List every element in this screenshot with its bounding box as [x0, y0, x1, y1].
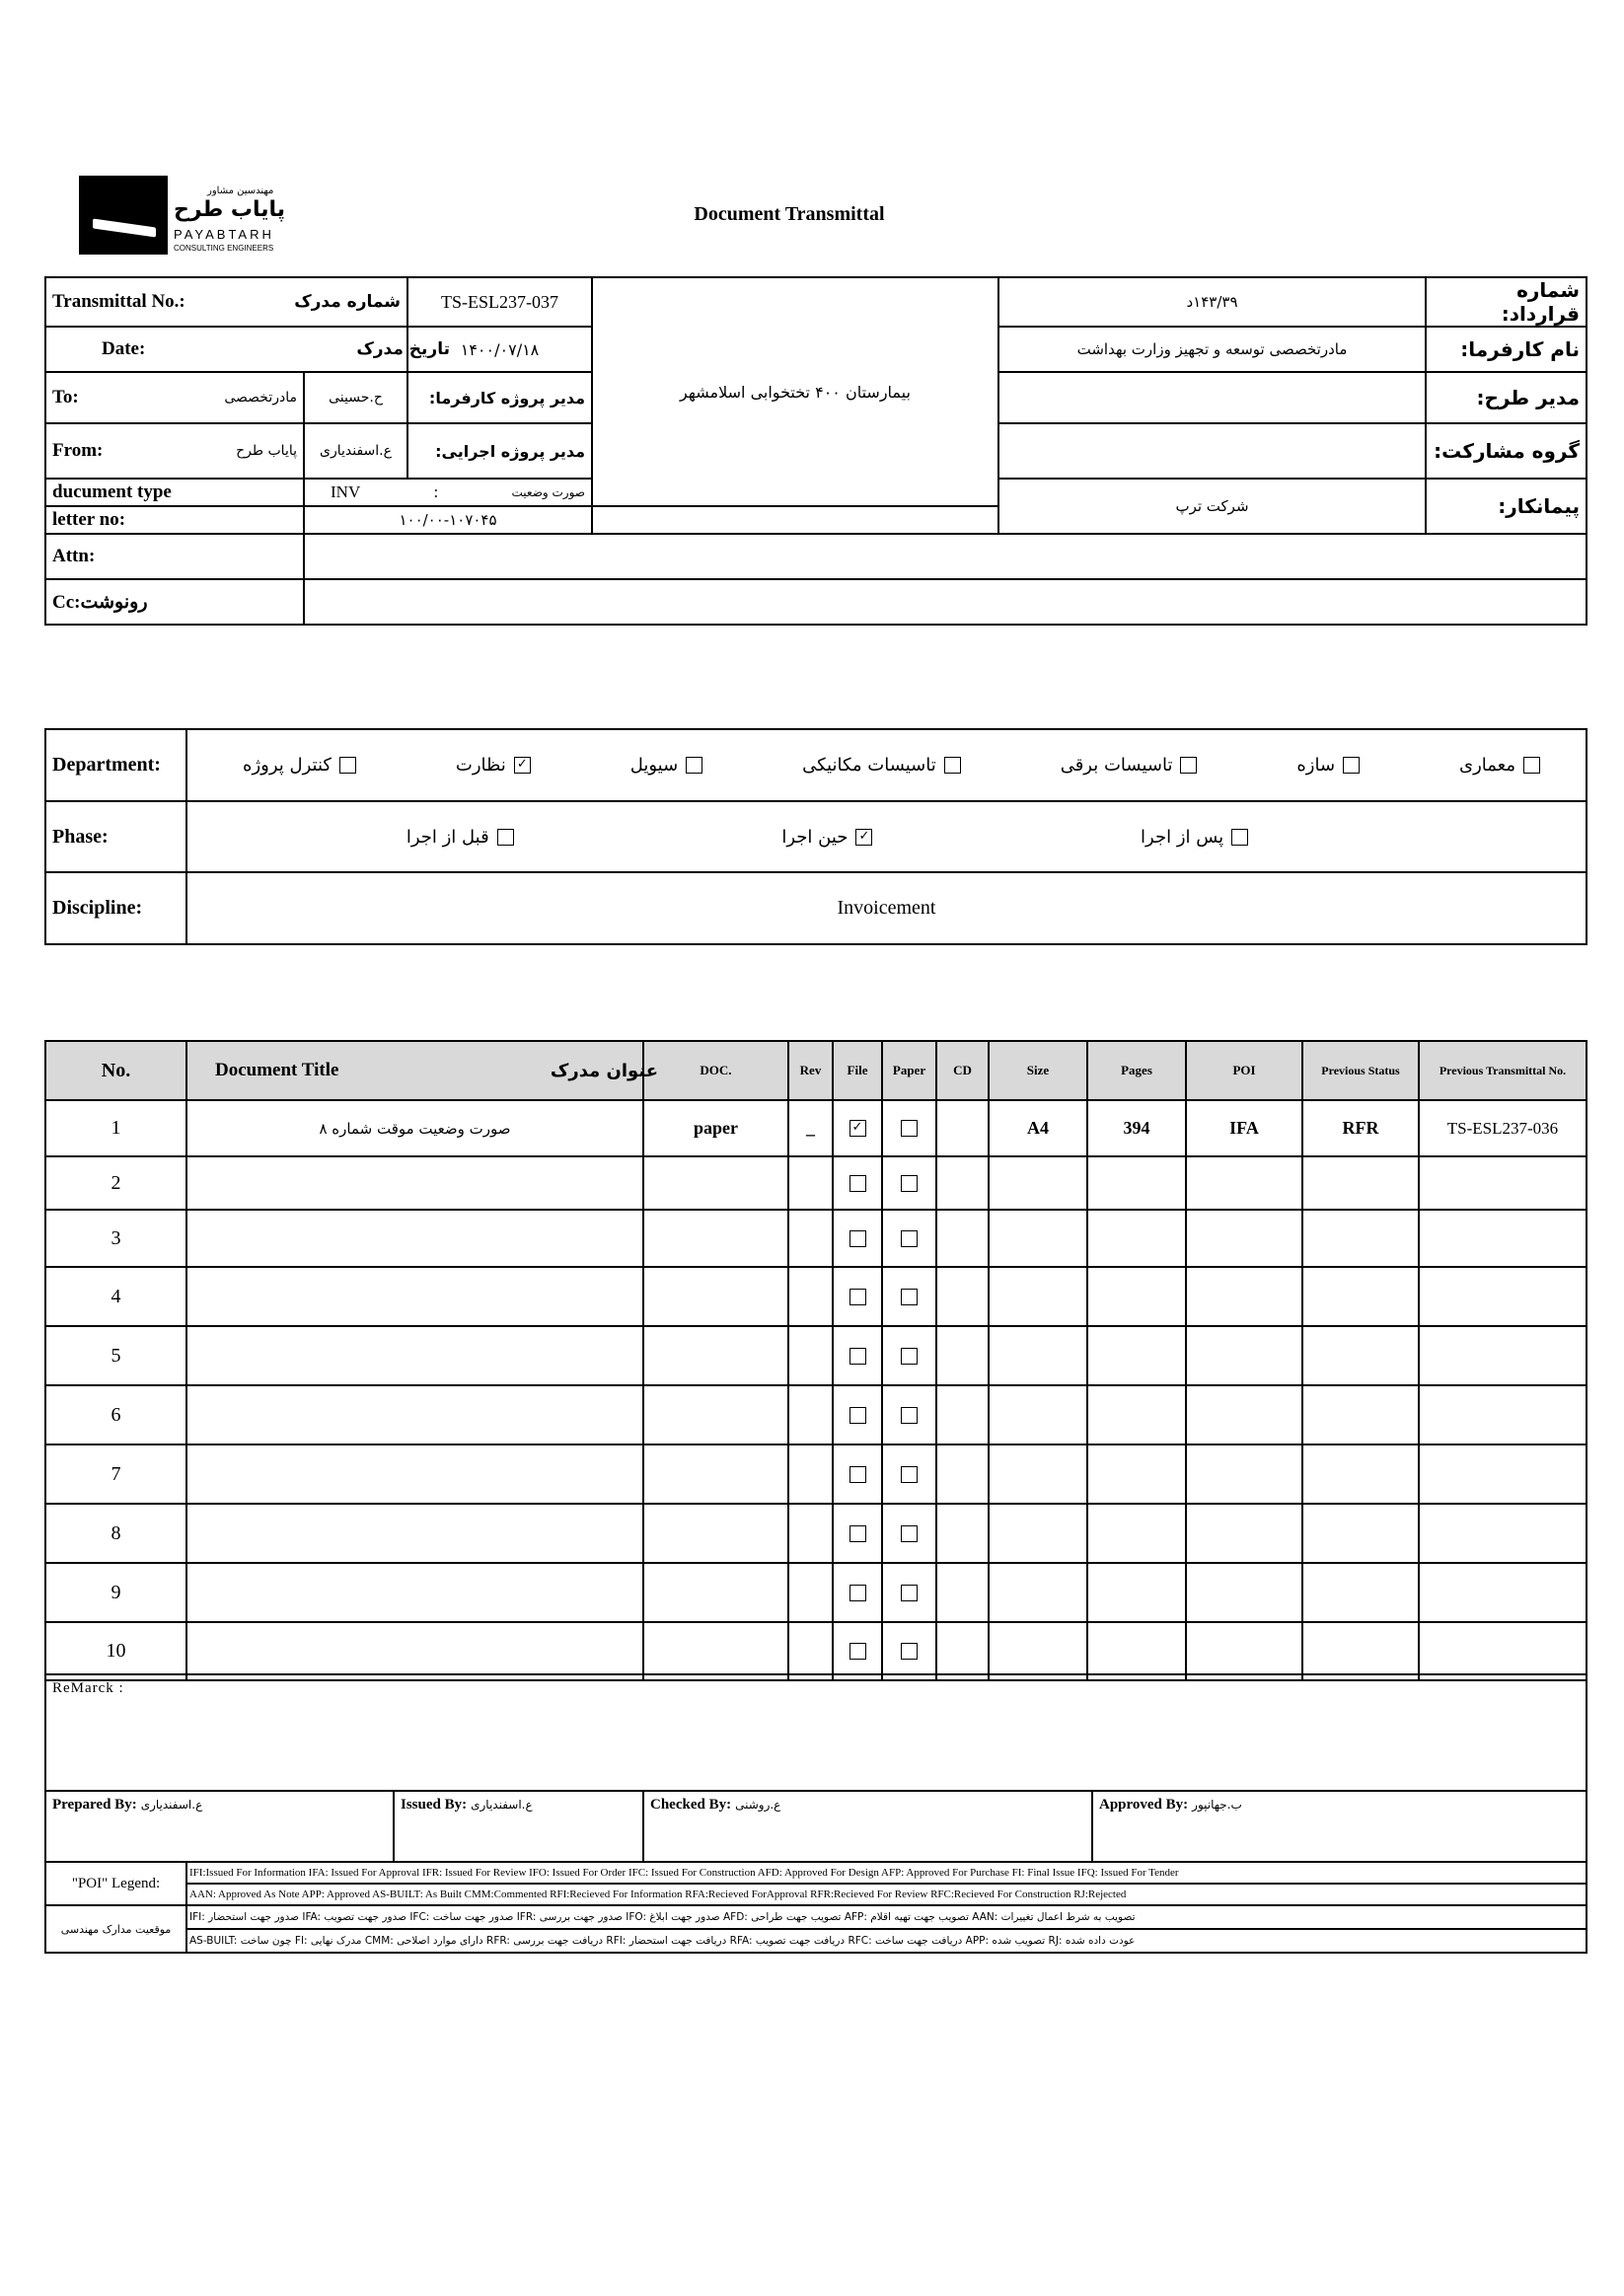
doctype-cell [304, 479, 592, 506]
row-number: 5 [45, 1326, 186, 1385]
checkbox-icon[interactable] [849, 1175, 866, 1192]
row-poi [1186, 1622, 1302, 1680]
department-label: Department: [45, 729, 186, 801]
row-doc: paper [643, 1100, 788, 1156]
logo-name-en: PAYABTARH [174, 227, 274, 242]
checkbox-icon[interactable] [1343, 757, 1360, 774]
row-doc [643, 1267, 788, 1326]
row-title [186, 1622, 643, 1680]
row-number: 9 [45, 1563, 186, 1622]
approved-value: ب.جهانپور [1192, 1798, 1242, 1812]
header-file: File [833, 1041, 882, 1100]
table-row [45, 1385, 1587, 1444]
row-cd [936, 1267, 989, 1326]
table-row [45, 1444, 1587, 1504]
phase-option-2[interactable] [781, 827, 872, 848]
partner-label: گروه مشارکت: [1426, 423, 1587, 479]
date-label-cell [45, 327, 450, 372]
checkbox-icon[interactable] [901, 1120, 918, 1137]
contractor-name: شرکت ترپ [998, 479, 1426, 534]
row-pages [1087, 1385, 1186, 1444]
checkbox-icon[interactable] [901, 1175, 918, 1192]
department-option-label: تاسیسات مکانیکی [802, 755, 936, 776]
transmittal-label-cell [45, 277, 407, 327]
row-rev [788, 1504, 833, 1563]
row-rev [788, 1326, 833, 1385]
date-value: ۱۴۰۰/۰۷/۱۸ [407, 327, 592, 372]
row-cd [936, 1326, 989, 1385]
legend-label-fa: موقعیت مدارک مهندسی [45, 1905, 186, 1953]
exec-pm-value: ع.اسفندیاری [304, 423, 407, 479]
from-cell [45, 423, 304, 479]
row-number: 6 [45, 1385, 186, 1444]
row-number: 1 [45, 1100, 186, 1156]
table-row [45, 1326, 1587, 1385]
row-title [186, 1326, 643, 1385]
row-paper [882, 1563, 936, 1622]
row-poi [1186, 1210, 1302, 1267]
checkbox-icon[interactable] [901, 1585, 918, 1601]
row-poi [1186, 1563, 1302, 1622]
table-row [45, 1504, 1587, 1563]
row-cd [936, 1622, 989, 1680]
project-name: بیمارستان ۴۰۰ تختخوابی اسلامشهر [592, 277, 998, 506]
row-pages [1087, 1504, 1186, 1563]
row-rev [788, 1444, 833, 1504]
row-title [186, 1267, 643, 1326]
issued-value: ع.اسفندیاری [471, 1798, 533, 1812]
attn-label: Attn: [45, 534, 304, 579]
partner-value [998, 423, 1426, 479]
row-cd [936, 1504, 989, 1563]
from-value: پایاب طرح [236, 443, 297, 459]
row-poi [1186, 1444, 1302, 1504]
company-logo [79, 176, 306, 259]
row-prev-status [1302, 1622, 1419, 1680]
table-row [45, 1267, 1587, 1326]
row-prev-transmittal: TS-ESL237-036 [1419, 1100, 1587, 1156]
letter-label: letter no: [45, 506, 304, 534]
row-doc [643, 1444, 788, 1504]
row-paper [882, 1100, 936, 1156]
row-poi [1186, 1504, 1302, 1563]
row-cd [936, 1210, 989, 1267]
checkbox-icon[interactable] [849, 1230, 866, 1247]
checkbox-icon[interactable] [901, 1230, 918, 1247]
row-number: 3 [45, 1210, 186, 1267]
contractor-label: پیمانکار: [1426, 479, 1587, 534]
department-option-1[interactable] [1459, 755, 1540, 776]
row-number: 8 [45, 1504, 186, 1563]
phase-option-1[interactable] [1141, 827, 1248, 848]
prepared-value: ع.اسفندیاری [140, 1798, 203, 1812]
client-name: مادرتخصصی توسعه و تجهیز وزارت بهداشت [998, 327, 1426, 372]
department-option-7[interactable] [243, 755, 356, 776]
doctype-sep: : [433, 482, 439, 501]
checkbox-icon[interactable] [686, 757, 702, 774]
header-poi: POI [1186, 1041, 1302, 1100]
client-pm-label: مدیر پروژه کارفرما: [407, 372, 592, 423]
department-table [44, 728, 1587, 945]
header-no: No. [45, 1041, 186, 1100]
checkbox-icon[interactable] [944, 757, 961, 774]
department-option-4[interactable] [802, 755, 961, 776]
to-cell [45, 372, 304, 423]
row-file [833, 1100, 882, 1156]
row-title [186, 1385, 643, 1444]
row-title [186, 1444, 643, 1504]
attn-value [304, 534, 1587, 579]
phase-option-label: حین اجرا [781, 826, 849, 848]
table-row [45, 1563, 1587, 1622]
design-manager-value [998, 372, 1426, 423]
row-paper [882, 1326, 936, 1385]
header-title [186, 1041, 658, 1100]
row-size [989, 1326, 1087, 1385]
row-prev-status [1302, 1267, 1419, 1326]
phase-option-3[interactable] [406, 827, 514, 848]
checkbox-icon[interactable] [901, 1466, 918, 1483]
cc-label: Cc:رونوشت [45, 579, 304, 625]
to-value: مادرتخصصی [224, 390, 297, 406]
header-size: Size [989, 1041, 1087, 1100]
checkbox-icon[interactable] [849, 1525, 866, 1542]
client-label: نام کارفرما: [1426, 327, 1587, 372]
row-cd [936, 1444, 989, 1504]
row-poi: IFA [1186, 1100, 1302, 1156]
checkbox-icon[interactable] [497, 829, 514, 846]
row-poi [1186, 1267, 1302, 1326]
footer-table [44, 1673, 1587, 1954]
checkbox-icon[interactable] [339, 757, 356, 774]
approved-label: Approved By: [1099, 1797, 1189, 1813]
row-file [833, 1444, 882, 1504]
row-doc [643, 1385, 788, 1444]
phase-option-label: پس از اجرا [1141, 826, 1224, 848]
row-prev-transmittal [1419, 1210, 1587, 1267]
header-doc: DOC. [643, 1041, 788, 1100]
department-option-2[interactable] [1296, 755, 1360, 776]
checkbox-icon[interactable] [1231, 829, 1248, 846]
row-rev [788, 1210, 833, 1267]
row-file [833, 1267, 882, 1326]
row-prev-transmittal [1419, 1504, 1587, 1563]
transmittal-number: TS-ESL237-037 [407, 277, 592, 327]
row-paper [882, 1267, 936, 1326]
row-size [989, 1267, 1087, 1326]
checkbox-icon[interactable] [1523, 757, 1540, 774]
discipline-label: Discipline: [45, 872, 186, 944]
row-poi [1186, 1326, 1302, 1385]
row-number: 2 [45, 1156, 186, 1210]
legend-line-1: IFI:Issued For Information IFA: Issued For Approval IFR: Issued For Review IFO: Issued For Order IFC: Issued For Construction AFD: Approved For Design AFP: Approved For Purchase FI: Final Issue IFQ: Issued For Tender [186, 1862, 1587, 1884]
checked-checkbox-icon[interactable]: ✓ [849, 1120, 866, 1137]
logo-mark [79, 176, 168, 255]
row-number: 7 [45, 1444, 186, 1504]
table-row [45, 1210, 1587, 1267]
phase-options [186, 801, 1587, 872]
header-rev: Rev [788, 1041, 833, 1100]
row-poi [1186, 1385, 1302, 1444]
department-option-label: سیویل [629, 755, 679, 776]
row-title: صورت وضعیت موقت شماره ۸ [186, 1100, 643, 1156]
documents-table [44, 1040, 1587, 1681]
row-size [989, 1504, 1087, 1563]
row-file [833, 1326, 882, 1385]
department-option-label: نظارت [455, 755, 506, 776]
checkbox-icon[interactable] [849, 1466, 866, 1483]
legend-line-4: AS-BUILT: چون ساخت FI: مدرک نهایی CMM: دارای موارد اصلاحی RFR: دریافت جهت بررسی RFI: دریافت جهت استحضار RFA: دریافت جهت تصویب RFC: دریافت جهت ساخت APP: تصویب شده RJ: عودت داده شده [186, 1929, 1587, 1953]
department-option-label: سازه [1296, 755, 1336, 776]
date-label-en: Date: [102, 338, 146, 359]
doctype-fa: صورت وضعیت [511, 485, 585, 499]
row-file [833, 1385, 882, 1444]
row-prev-transmittal [1419, 1326, 1587, 1385]
row-doc [643, 1326, 788, 1385]
header-paper: Paper [882, 1041, 936, 1100]
header-prev-status: Previous Status [1302, 1041, 1419, 1100]
row-doc [643, 1210, 788, 1267]
row-number: 4 [45, 1267, 186, 1326]
row-prev-transmittal [1419, 1444, 1587, 1504]
row-title [186, 1156, 643, 1210]
row-pages [1087, 1622, 1186, 1680]
contract-number: ۱۴۳/۳۹د [998, 277, 1426, 327]
cc-value [304, 579, 1587, 625]
doctype-label: ducument type [45, 479, 304, 506]
header-info-table [44, 276, 1587, 626]
row-pages [1087, 1156, 1186, 1210]
row-file [833, 1504, 882, 1563]
page-title: Document Transmittal [694, 203, 885, 225]
logo-sub-en: CONSULTING ENGINEERS [174, 244, 274, 253]
row-pages [1087, 1563, 1186, 1622]
row-prev-transmittal [1419, 1267, 1587, 1326]
checkbox-icon[interactable] [901, 1348, 918, 1365]
row-pages [1087, 1267, 1186, 1326]
row-rev [788, 1563, 833, 1622]
row-prev-status [1302, 1563, 1419, 1622]
remark-label: ReMarck : [52, 1680, 124, 1696]
checked-value: ع.روشنی [735, 1798, 781, 1812]
row-prev-status [1302, 1504, 1419, 1563]
row-paper [882, 1385, 936, 1444]
row-prev-status: RFR [1302, 1100, 1419, 1156]
row-size [989, 1444, 1087, 1504]
department-option-label: کنترل پروژه [243, 755, 332, 776]
row-cd [936, 1563, 989, 1622]
row-pages [1087, 1326, 1186, 1385]
row-file [833, 1563, 882, 1622]
row-prev-transmittal [1419, 1563, 1587, 1622]
checkbox-icon[interactable] [849, 1585, 866, 1601]
department-option-label: معماری [1459, 755, 1515, 776]
blank-cell [592, 506, 998, 534]
row-paper [882, 1210, 936, 1267]
approved-cell [1092, 1791, 1587, 1862]
row-prev-transmittal [1419, 1385, 1587, 1444]
logo-top-text: مهندسین مشاور [207, 185, 274, 196]
row-doc [643, 1622, 788, 1680]
row-pages: 394 [1087, 1100, 1186, 1156]
row-file [833, 1156, 882, 1210]
checked-checkbox-icon[interactable]: ✓ [514, 757, 531, 774]
header-pages: Pages [1087, 1041, 1186, 1100]
checkbox-icon[interactable] [849, 1407, 866, 1424]
row-paper [882, 1504, 936, 1563]
checked-label: Checked By: [650, 1797, 732, 1813]
row-file [833, 1210, 882, 1267]
row-file [833, 1622, 882, 1680]
row-paper [882, 1444, 936, 1504]
row-size [989, 1156, 1087, 1210]
row-size [989, 1622, 1087, 1680]
table-row [45, 1622, 1587, 1680]
transmittal-label-fa: شماره مدرک [294, 292, 401, 312]
department-option-6[interactable] [456, 755, 531, 776]
row-cd [936, 1100, 989, 1156]
row-prev-status [1302, 1326, 1419, 1385]
header-prev-transmittal: Previous Transmittal No. [1419, 1041, 1587, 1100]
phase-option-label: قبل از اجرا [406, 826, 489, 848]
header-title-en: Document Title [215, 1060, 339, 1080]
checkbox-icon[interactable] [901, 1525, 918, 1542]
table-row [45, 1100, 1587, 1156]
row-cd [936, 1385, 989, 1444]
row-title [186, 1563, 643, 1622]
table-row [45, 1156, 1587, 1210]
row-rev [788, 1385, 833, 1444]
checkbox-icon[interactable] [849, 1643, 866, 1660]
row-prev-status [1302, 1385, 1419, 1444]
row-size [989, 1385, 1087, 1444]
row-size [989, 1210, 1087, 1267]
row-title [186, 1210, 643, 1267]
doctype-code: INV [331, 482, 361, 501]
row-pages [1087, 1210, 1186, 1267]
department-option-5[interactable] [630, 755, 702, 776]
row-paper [882, 1156, 936, 1210]
checked-checkbox-icon[interactable]: ✓ [855, 829, 872, 846]
letter-number: ۱۰۰/۰۰-۱۰۷۰۴۵ [304, 506, 592, 534]
row-number: 10 [45, 1622, 186, 1680]
checkbox-icon[interactable] [849, 1348, 866, 1365]
row-size [989, 1563, 1087, 1622]
row-poi [1186, 1156, 1302, 1210]
legend-line-2: AAN: Approved As Note APP: Approved AS-BUILT: As Built CMM:Commented RFI:Recieved For Information RFA:Recieved ForApproval RFR:Recieved For Review RFC:Recieved For Construction RJ:Rejected [186, 1884, 1587, 1905]
row-prev-transmittal [1419, 1622, 1587, 1680]
header-title-fa: عنوان مدرک [550, 1060, 658, 1081]
checkbox-icon[interactable] [1180, 757, 1197, 774]
prepared-cell [45, 1791, 394, 1862]
row-rev: _ [788, 1100, 833, 1156]
client-pm-value: ح.حسینی [304, 372, 407, 423]
issued-label: Issued By: [401, 1797, 468, 1813]
row-cd [936, 1156, 989, 1210]
from-label: From: [52, 440, 104, 461]
logo-name-fa: پایاب طرح [174, 197, 286, 222]
discipline-value: Invoicement [186, 872, 1587, 944]
checked-cell [643, 1791, 1092, 1862]
checkbox-icon[interactable] [901, 1643, 918, 1660]
phase-label: Phase: [45, 801, 186, 872]
row-title [186, 1504, 643, 1563]
design-manager-label: مدیر طرح: [1426, 372, 1587, 423]
header-cd: CD [936, 1041, 989, 1100]
department-options [186, 729, 1587, 801]
checkbox-icon[interactable] [849, 1289, 866, 1305]
row-prev-status [1302, 1210, 1419, 1267]
row-doc [643, 1504, 788, 1563]
row-rev [788, 1156, 833, 1210]
row-rev [788, 1267, 833, 1326]
row-prev-status [1302, 1444, 1419, 1504]
issued-cell [394, 1791, 643, 1862]
legend-line-3: IFI: صدور جهت استحضار IFA: صدور جهت تصویب IFC: صدور جهت ساخت IFR: صدور جهت بررسی IFO: صدور جهت ابلاغ AFD: تصویب جهت طراحی AFP: تصویب جهت تهیه اقلام AAN: تصویب به شرط اعمال تغییرات [186, 1905, 1587, 1929]
row-size: A4 [989, 1100, 1087, 1156]
row-paper [882, 1622, 936, 1680]
department-option-3[interactable] [1061, 755, 1198, 776]
row-prev-transmittal [1419, 1156, 1587, 1210]
remark-cell [45, 1674, 1587, 1791]
checkbox-icon[interactable] [901, 1289, 918, 1305]
checkbox-icon[interactable] [901, 1407, 918, 1424]
row-doc [643, 1563, 788, 1622]
legend-label-en: "POI" Legend: [45, 1862, 186, 1905]
exec-pm-label: مدیر پروژه اجرایی: [407, 423, 592, 479]
row-prev-status [1302, 1156, 1419, 1210]
prepared-label: Prepared By: [52, 1797, 137, 1813]
transmittal-label-en: Transmittal No.: [52, 291, 185, 312]
row-doc [643, 1156, 788, 1210]
contract-label: شماره قرارداد: [1426, 277, 1587, 327]
row-rev [788, 1622, 833, 1680]
department-option-label: تاسیسات برقی [1060, 755, 1173, 776]
date-label-fa: تاریخ مدرک [356, 339, 450, 359]
row-pages [1087, 1444, 1186, 1504]
to-label: To: [52, 387, 79, 407]
